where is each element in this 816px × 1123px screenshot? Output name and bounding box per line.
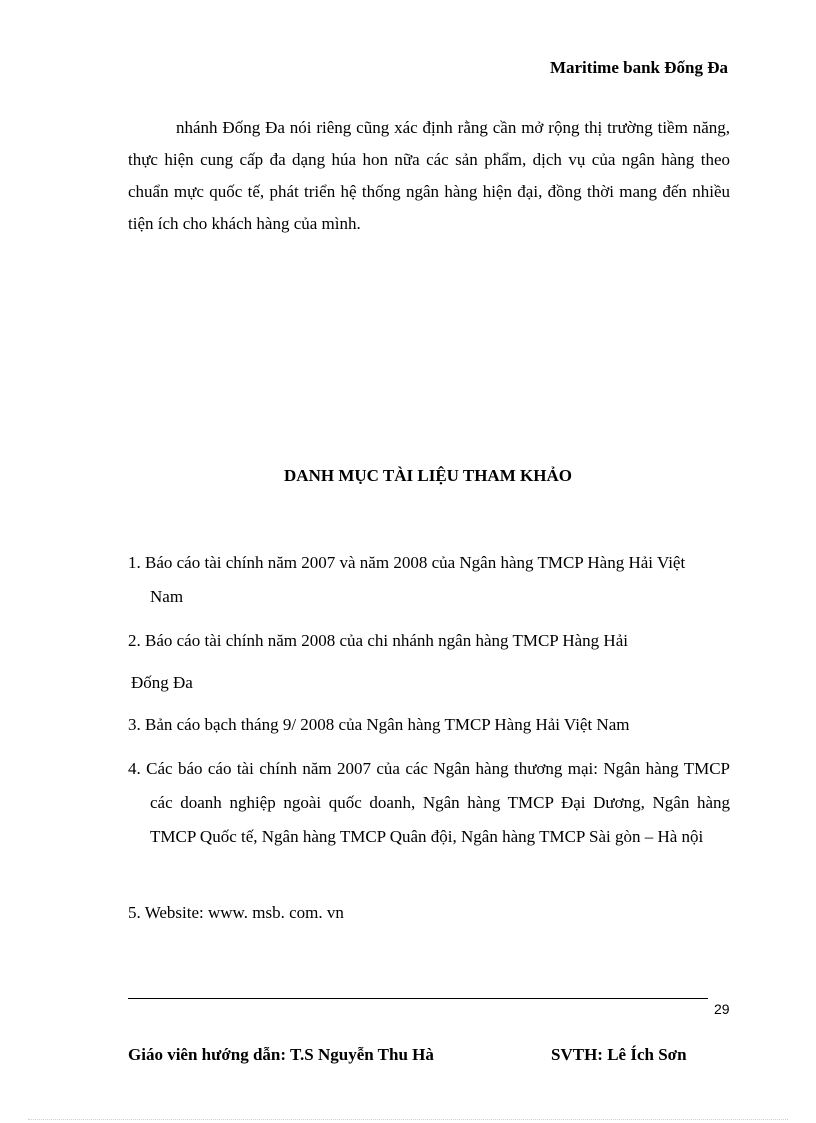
reference-item-2-cont (131, 666, 733, 700)
reference-4-text: 4. Các báo cáo tài chính năm 2007 của các Ngân hàng thương mại: Ngân hàng TMCP các doanh nghiệp ngoài quốc doanh, Ngân hàng TMCP Đại Dương, Ngân hàng TMCP Quốc tế, Ngân hàng TMCP Quân đội, Ngân hàng TMCP Sài gòn – Hà nội (128, 759, 730, 846)
page-edge-divider (28, 1119, 788, 1120)
reference-item-5 (128, 896, 730, 930)
page-number: 29 (714, 1001, 730, 1017)
references-title: DANH MỤC TÀI LIỆU THAM KHẢO (284, 466, 572, 485)
footer-student: SVTH: Lê Ích Sơn (551, 1045, 687, 1064)
footer-divider (128, 998, 708, 999)
body-paragraph (128, 112, 730, 240)
reference-3-line1: 3. Bản cáo bạch tháng 9/ 2008 của Ngân hàng TMCP Hàng Hải Việt Nam (128, 715, 630, 734)
paragraph-text: nhánh Đống Đa nói riêng cũng xác định rằng cần mở rộng thị trường tiềm năng, thực hiện cung cấp đa dạng húa hon nữa các sản phẩm, dịch vụ của ngân hàng theo chuẩn mực quốc tế, phát triển hệ thống ngân hàng hiện đại, đồng thời mang đến nhiều tiện ích cho khách hàng của mình. (128, 118, 730, 233)
reference-2-line2: Đống Đa (131, 673, 193, 692)
reference-item-1 (128, 546, 730, 614)
reference-item-2 (128, 624, 730, 658)
reference-1-line1: 1. Báo cáo tài chính năm 2007 và năm 2008 của Ngân hàng TMCP Hàng Hải Việt (128, 553, 686, 572)
reference-1-line2: Nam (150, 587, 184, 606)
reference-item-3 (128, 708, 730, 742)
reference-5-line1: 5. Website: www. msb. com. vn (128, 903, 344, 922)
reference-2-line1: 2. Báo cáo tài chính năm 2008 của chi nhánh ngân hàng TMCP Hàng Hải (128, 631, 628, 650)
reference-item-4 (128, 752, 730, 854)
running-header: Maritime bank Đống Đa (549, 58, 728, 77)
footer-supervisor: Giáo viên hướng dẫn: T.S Nguyễn Thu Hà (128, 1045, 434, 1064)
